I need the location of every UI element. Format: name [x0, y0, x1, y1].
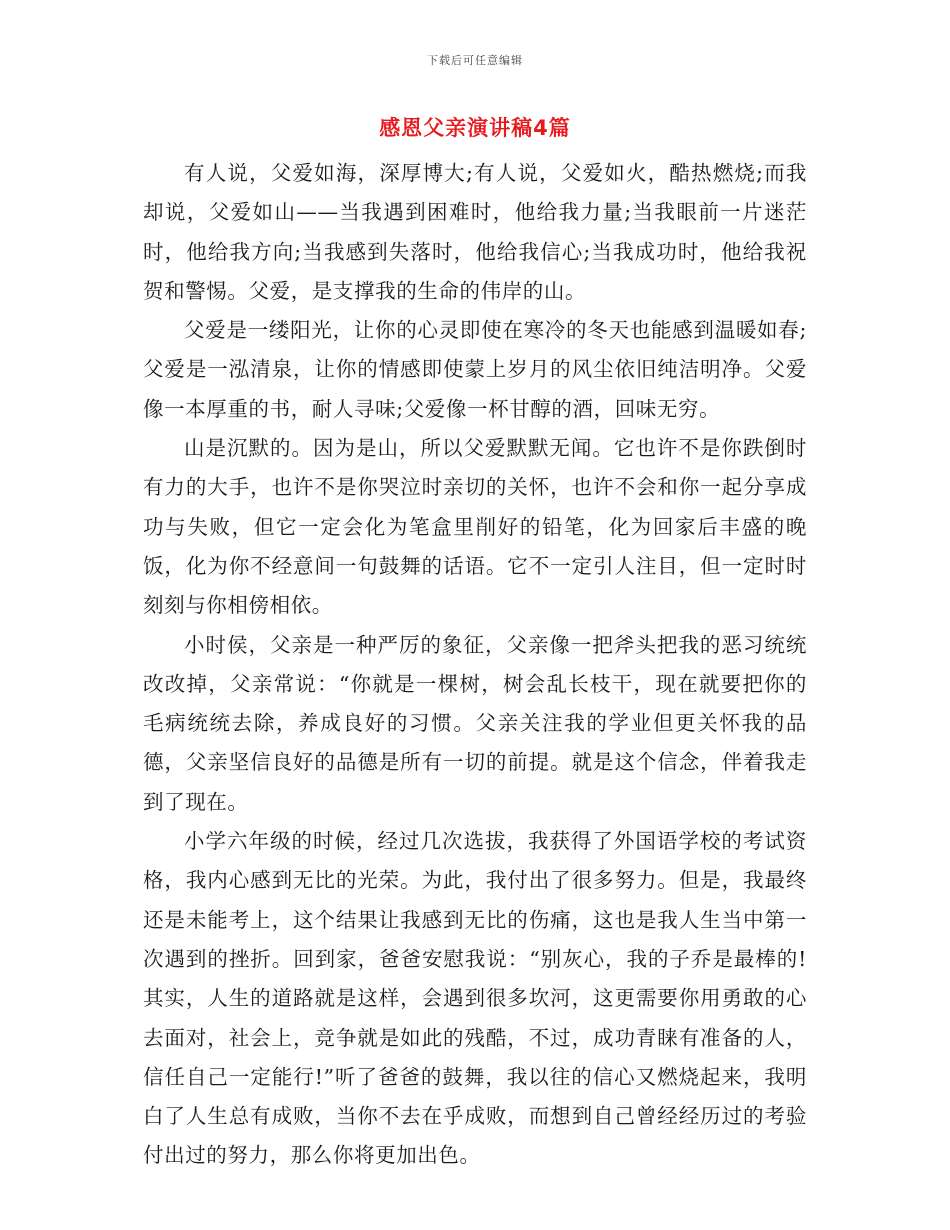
paragraph: 小学六年级的时候，经过几次选拔，我获得了外国语学校的考试资格，我内心感到无比的光荣。为此，我付出了很多努力。但是，我最终还是未能考上，这个结果让我感到无比的伤痛，这也是我人生当中第一次遇到的挫折。回到家，爸爸安慰我说：“别灰心，我的子乔是最棒的!其实，人生的道路就是这样，会遇到很多坎河，这更需要你用勇敢的心去面对，社会上，竞争就是如此的残酷，不过，成功青睐有准备的人，信任自己一定能行!”听了爸爸的鼓舞，我以往的信心又燃烧起来，我明白了人生总有成败，当你不去在乎成败，而想到自己曾经经历过的考验付出过的努力，那么你将更加出色。	[143, 829, 807, 1168]
paragraph: 小时侯，父亲是一种严厉的象征，父亲像一把斧头把我的恶习统统改改掉，父亲常说：“你就是一棵树，树会乱长枝干，现在就要把你的毛病统统去除，养成良好的习惯。父亲关注我的学业但更关怀我的品德，父亲坚信良好的品德是所有一切的前提。就是这个信念，伴着我走到了现在。	[143, 632, 807, 814]
document-body	[143, 154, 807, 1176]
document-title: 感恩父亲演讲稿4篇	[379, 116, 571, 140]
paragraph: 山是沉默的。因为是山，所以父爱默默无闻。它也许不是你跌倒时有力的大手，也许不是你哭泣时亲切的关怀，也许不会和你一起分享成功与失败，但它一定会化为笔盒里削好的铅笔，化为回家后丰盛的晚饭，化为你不经意间一句鼓舞的话语。它不一定引人注目，但一定时时刻刻与你相傍相依。	[143, 436, 807, 618]
paragraph: 有人说，父爱如海，深厚博大;有人说，父爱如火，酷热燃烧;而我却说，父爱如山——当我遇到困难时，他给我力量;当我眼前一片迷茫时，他给我方向;当我感到失落时，他给我信心;当我成功时，他给我祝贺和警惕。父爱，是支撑我的生命的伟岸的山。	[143, 161, 807, 303]
page-header-note: 下载后可任意编辑	[427, 54, 523, 67]
paragraph: 父爱是一缕阳光，让你的心灵即使在寒冷的冬天也能感到温暖如春;父爱是一泓清泉，让你的情感即使蒙上岁月的风尘依旧纯洁明净。父爱像一本厚重的书，耐人寻味;父爱像一杯甘醇的酒，回味无穷。	[143, 318, 807, 421]
